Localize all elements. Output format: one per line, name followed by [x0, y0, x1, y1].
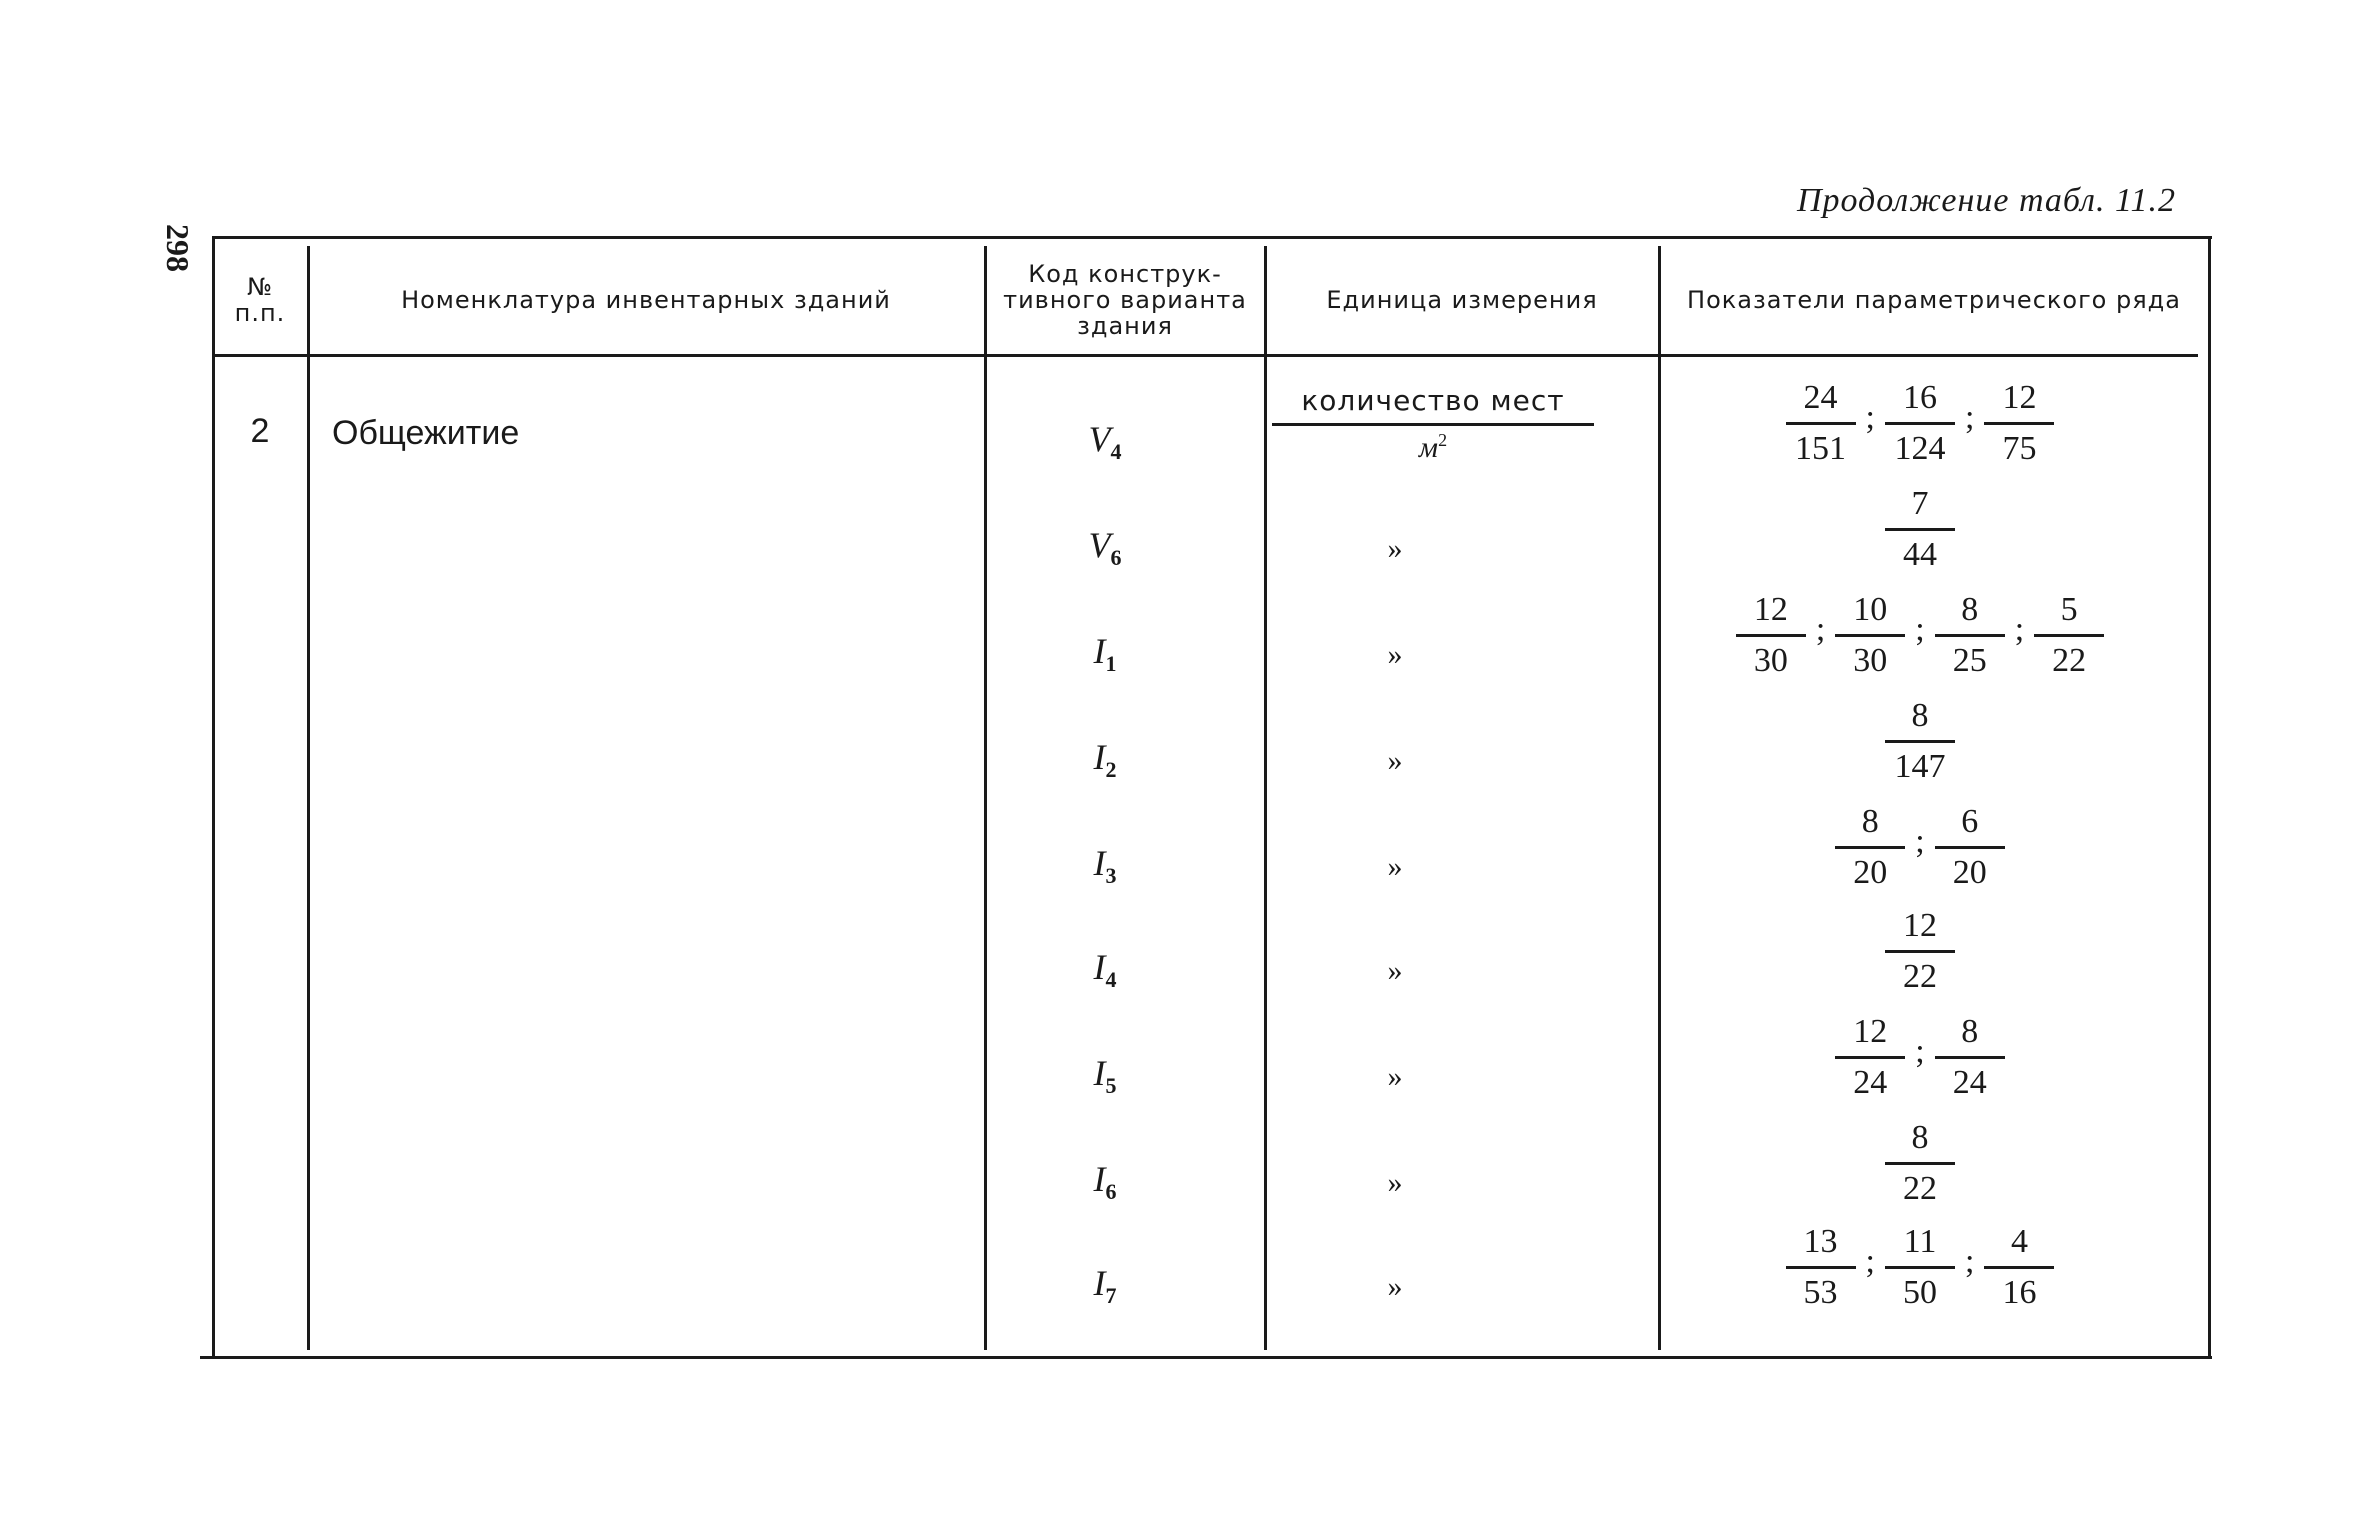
variant-code-letter: V	[1088, 525, 1111, 565]
fraction-numerator: 10	[1835, 590, 1905, 637]
fraction-denominator: 44	[1903, 536, 1937, 573]
parameter-values	[1660, 802, 2180, 893]
col-divider-right	[2208, 236, 2211, 1358]
variant-code-letter: V	[1088, 419, 1111, 459]
fraction-numerator: 13	[1786, 1222, 1856, 1269]
fraction-denominator: 151	[1795, 430, 1847, 467]
parameter-values	[1660, 696, 2180, 787]
variant-code-letter: I	[1093, 1263, 1106, 1303]
fraction-denominator: 53	[1803, 1274, 1838, 1311]
unit-fraction	[1272, 384, 1594, 465]
fraction-separator: ;	[1815, 610, 1826, 648]
variant-code-subscript: 7	[1105, 1283, 1117, 1308]
unit-ditto-mark: »	[1387, 1270, 1403, 1303]
parameter-values	[1660, 1118, 2180, 1209]
parameter-fraction	[1885, 1118, 1955, 1209]
fraction-separator: ;	[1965, 1242, 1975, 1280]
unit-ditto-mark: »	[1387, 638, 1403, 671]
variant-code	[1040, 736, 1170, 783]
variant-code-subscript: 6	[1110, 545, 1122, 570]
header-code: Код конструк- тивного варианта здания	[1003, 260, 1247, 340]
parameter-fraction	[1786, 378, 1856, 469]
variant-code-subscript: 6	[1105, 1179, 1117, 1204]
parameter-fraction	[1885, 484, 1955, 575]
fraction-denominator: 24	[1952, 1064, 1987, 1101]
variant-code-subscript: 5	[1105, 1073, 1117, 1098]
fraction-numerator: 8	[1885, 1118, 1955, 1165]
fraction-numerator: 4	[1984, 1222, 2054, 1269]
variant-code-subscript: 2	[1105, 757, 1117, 782]
fraction-numerator: 8	[1885, 696, 1955, 743]
header-name: Номенклатура инвентарных зданий	[401, 286, 891, 314]
parameter-fraction	[1835, 802, 1905, 893]
parameter-fraction	[1885, 378, 1955, 469]
unit-denominator: $м^2$	[1418, 430, 1448, 464]
variant-code-letter: I	[1093, 737, 1106, 777]
variant-code	[1040, 630, 1170, 677]
parameter-values	[1660, 590, 2180, 681]
fraction-numerator: 12	[1835, 1012, 1905, 1059]
fraction-numerator: 11	[1885, 1222, 1955, 1269]
row-number: 2	[250, 412, 270, 450]
fraction-numerator: 6	[1935, 802, 2005, 849]
fraction-denominator: 22	[1903, 1170, 1937, 1207]
fraction-denominator: 22	[2052, 642, 2087, 679]
fraction-denominator: 50	[1903, 1274, 1937, 1311]
unit-ditto-mark: »	[1387, 532, 1403, 565]
variant-code-letter: I	[1093, 947, 1106, 987]
variant-code-subscript: 3	[1105, 863, 1117, 888]
header-unit: Единица измерения	[1326, 286, 1598, 314]
parameter-fraction	[1736, 590, 1806, 681]
table-bottom-rule	[200, 1356, 2212, 1359]
header-params: Показатели параметрического ряда	[1687, 286, 2181, 314]
parameter-values	[1660, 378, 2180, 469]
fraction-separator: ;	[1965, 398, 1975, 436]
table-row	[980, 1223, 2200, 1344]
fraction-numerator: 24	[1786, 378, 1856, 425]
variant-code-subscript: 1	[1105, 651, 1117, 676]
unit-ditto-mark: »	[1387, 954, 1403, 987]
parameter-fraction	[1835, 590, 1905, 681]
variant-code	[1040, 842, 1170, 889]
fraction-numerator: 7	[1885, 484, 1955, 531]
fraction-separator: ;	[1915, 822, 1925, 860]
fraction-numerator: 8	[1835, 802, 1905, 849]
fraction-denominator: 24	[1853, 1064, 1888, 1101]
variant-code	[1040, 418, 1170, 465]
variant-code	[1040, 1052, 1170, 1099]
parameter-fraction	[1835, 1012, 1905, 1103]
variant-code-letter: I	[1093, 1159, 1106, 1199]
variant-code-subscript: 4	[1105, 967, 1117, 992]
fraction-separator: ;	[2014, 610, 2025, 648]
fraction-denominator: 22	[1903, 958, 1937, 995]
building-name: Общежитие	[332, 414, 520, 452]
fraction-separator: ;	[1865, 1242, 1875, 1280]
parameter-fraction	[1935, 590, 2005, 681]
variant-code-letter: I	[1093, 631, 1106, 671]
parameter-fraction	[1984, 1222, 2054, 1313]
parameter-fraction	[1885, 906, 1955, 997]
parameter-values	[1660, 1222, 2180, 1313]
fraction-separator: ;	[1915, 610, 1925, 648]
unit-ditto-mark: »	[1387, 1166, 1403, 1199]
fraction-denominator: 25	[1952, 642, 1987, 679]
parameter-fraction	[1935, 1012, 2005, 1103]
parameter-fraction	[1885, 696, 1955, 787]
fraction-separator: ;	[1865, 398, 1875, 436]
fraction-numerator: 16	[1885, 378, 1955, 425]
parameter-values	[1660, 1012, 2180, 1103]
table-top-rule	[214, 236, 2212, 239]
variant-code-letter: I	[1093, 843, 1106, 883]
header-bottom-rule	[214, 354, 2198, 357]
parameter-values	[1660, 484, 2180, 575]
fraction-numerator: 5	[2034, 590, 2104, 637]
continuation-caption: Продолжение табл. 11.2	[1796, 182, 2176, 219]
variant-code	[1040, 1262, 1170, 1309]
fraction-denominator: 124	[1894, 430, 1946, 467]
fraction-numerator: 12	[1736, 590, 1806, 637]
fraction-numerator: 8	[1935, 590, 2005, 637]
header-num: № п.п.	[234, 273, 286, 327]
fraction-denominator: 16	[2002, 1274, 2037, 1311]
parameter-fraction	[1935, 802, 2005, 893]
fraction-denominator: 30	[1853, 642, 1888, 679]
variant-code	[1040, 524, 1170, 571]
parameter-fraction	[1984, 378, 2054, 469]
fraction-numerator: 8	[1935, 1012, 2005, 1059]
parameter-fraction	[1885, 1222, 1955, 1313]
variant-code	[1040, 1158, 1170, 1205]
col-divider-left	[212, 236, 215, 1358]
variant-code-subscript: 4	[1110, 439, 1122, 464]
fraction-denominator: 20	[1853, 854, 1888, 891]
fraction-numerator: 12	[1984, 378, 2054, 425]
fraction-numerator: 12	[1885, 906, 1955, 953]
parameter-fraction	[1786, 1222, 1856, 1313]
fraction-separator: ;	[1915, 1032, 1925, 1070]
parameter-fraction	[2034, 590, 2104, 681]
fraction-denominator: 20	[1952, 854, 1987, 891]
fraction-denominator: 75	[2002, 430, 2037, 467]
fraction-denominator: 147	[1894, 748, 1946, 785]
unit-ditto-mark: »	[1387, 850, 1403, 883]
unit-ditto-mark: »	[1387, 744, 1403, 777]
variant-code	[1040, 946, 1170, 993]
unit-numerator: количество мест	[1272, 384, 1594, 426]
unit-denominator-exponent: 2	[1438, 430, 1448, 450]
page-number: 298	[160, 224, 197, 272]
fraction-denominator: 30	[1753, 642, 1788, 679]
parameter-values	[1660, 906, 2180, 997]
unit-ditto-mark: »	[1387, 1060, 1403, 1093]
variant-code-letter: I	[1093, 1053, 1106, 1093]
col-divider-1	[307, 246, 310, 1350]
